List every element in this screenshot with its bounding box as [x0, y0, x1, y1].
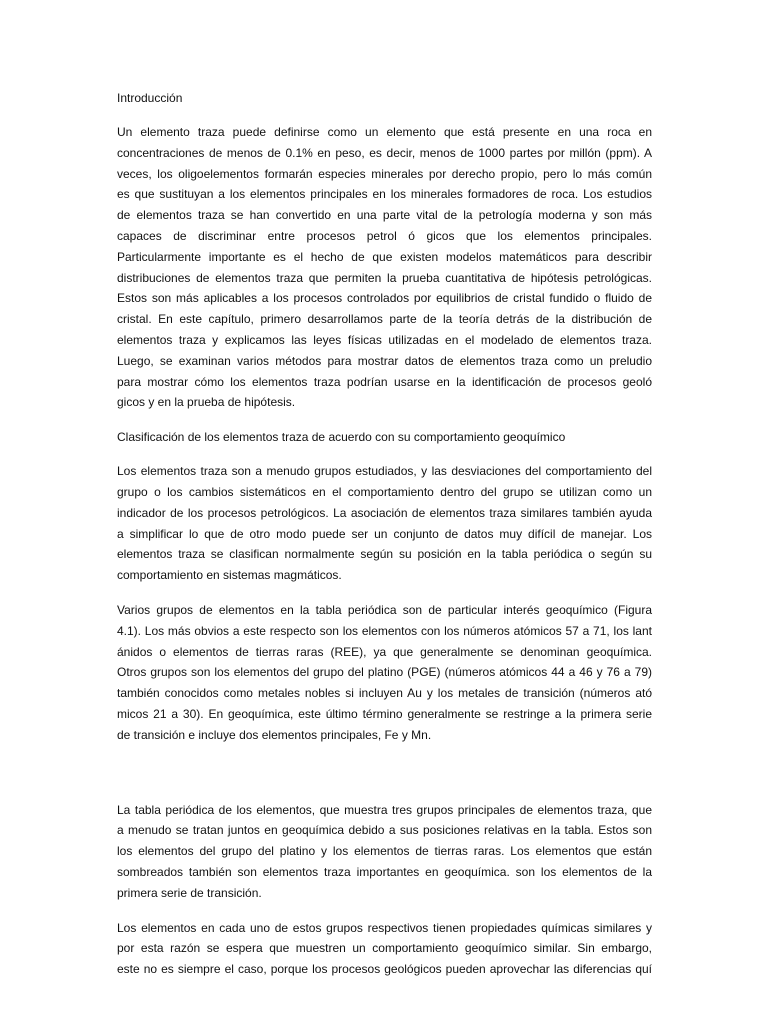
text-line: Otros grupos son los elementos del grupo del platino (PGE) (números atómicos 44 a 46 y 76 a 79) — [117, 665, 652, 680]
text-line: Los elementos traza son a menudo grupos estudiados, y las desviaciones del comportamiento del — [117, 464, 652, 479]
text-line: a simplificar lo que de otro modo puede ser un conjunto de datos muy difícil de manejar. Los — [117, 526, 652, 541]
figure-caption-paragraph — [117, 800, 652, 904]
final-paragraph — [117, 918, 652, 980]
text-line: por esta razón se espera que muestren un comportamiento geoquímico similar. Sin embargo, — [117, 941, 652, 956]
text-line: Estos son más aplicables a los procesos controlados por equilibrios de cristal fundido o fluido de — [117, 291, 652, 306]
text-line: grupo o los cambios sistemáticos en el comportamiento dentro del grupo se utilizan como un — [117, 484, 652, 499]
text-line: cristal. En este capítulo, primero desarrollamos parte de la teoría detrás de la distribución de — [117, 312, 652, 327]
text-line: La tabla periódica de los elementos, que muestra tres grupos principales de elementos traza, que — [117, 802, 652, 817]
text-line: es que sustituyan a los elementos principales en los minerales formadores de roca. Los estudios — [117, 187, 652, 202]
text-line: veces, los oligoelementos formarán especies minerales por derecho propio, pero lo más común — [117, 166, 652, 181]
text-line: elementos traza y explicamos las leyes físicas utilizadas en el modelado de elementos traza. — [117, 332, 652, 347]
text-line: de transición e incluye dos elementos principales, Fe y Mn. — [117, 727, 432, 742]
text-line: Un elemento traza puede definirse como un elemento que está presente en una roca en — [117, 125, 652, 139]
text-line: sombreados también son elementos traza importantes en geoquímica. son los elementos de la — [117, 864, 652, 879]
text-line: Los elementos en cada uno de estos grupos respectivos tienen propiedades químicas similares y — [117, 920, 652, 935]
text-line: también conocidos como metales nobles si incluyen Au y los metales de transición (números ató — [117, 686, 652, 701]
text-line: micos 21 a 30). En geoquímica, este último término generalmente se restringe a la primera serie — [117, 706, 652, 721]
text-line: de elementos traza se han convertido en una parte vital de la petrología moderna y son más — [117, 208, 652, 223]
text-line: 4.1). Los más obvios a este respecto son los elementos con los números atómicos 57 a 71, los lant — [117, 623, 652, 638]
classification-paragraph — [117, 461, 652, 586]
text-line: concentraciones de menos de 0.1% en peso, es decir, menos de 1000 partes por millón (ppm). A — [117, 145, 652, 160]
section-heading-classification: Clasificación de los elementos traza de acuerdo con su comportamiento geoquímico — [117, 430, 566, 445]
text-line: capaces de discriminar entre procesos petrol ó gicos que los elementos principales. — [117, 228, 652, 243]
text-line: elementos traza se clasifican normalmente según su posición en la tabla periódica o según su — [117, 547, 652, 562]
blank-space — [117, 760, 652, 800]
intro-paragraph — [117, 122, 652, 413]
text-line: Luego, se examinan varios métodos para mostrar datos de elementos traza como un preludio — [117, 353, 652, 368]
text-line: primera serie de transición. — [117, 885, 262, 900]
text-line: comportamiento en sistemas magmáticos. — [117, 568, 342, 583]
document-page — [117, 88, 652, 994]
text-line: a menudo se tratan juntos en geoquímica debido a sus posiciones relativas en la tabla. Estos son — [117, 823, 652, 838]
section-heading-introduction: Introducción — [117, 91, 183, 105]
text-line: ánidos o elementos de tierras raras (REE), ya que generalmente se denominan geoquímica. — [117, 644, 652, 659]
text-line: para mostrar cómo los elementos traza podrían usarse en la identificación de procesos geoló — [117, 374, 652, 389]
text-line: este no es siempre el caso, porque los procesos geológicos pueden aprovechar las diferencias quí — [117, 962, 652, 977]
text-line: distribuciones de elementos traza que permiten la prueba cuantitativa de hipótesis petrológicas. — [117, 270, 652, 285]
text-line: los elementos del grupo del platino y los elementos de tierras raras. Los elementos que están — [117, 844, 652, 859]
text-line: Particularmente importante es el hecho de que existen modelos matemáticos para describir — [117, 249, 652, 264]
text-line: Varios grupos de elementos en la tabla periódica son de particular interés geoquímico (Figura — [117, 602, 652, 617]
text-line: gicos y en la prueba de hipótesis. — [117, 395, 296, 410]
element-groups-paragraph — [117, 600, 652, 746]
text-line: indicador de los procesos petrológicos. La asociación de elementos traza similares también ayuda — [117, 505, 652, 520]
